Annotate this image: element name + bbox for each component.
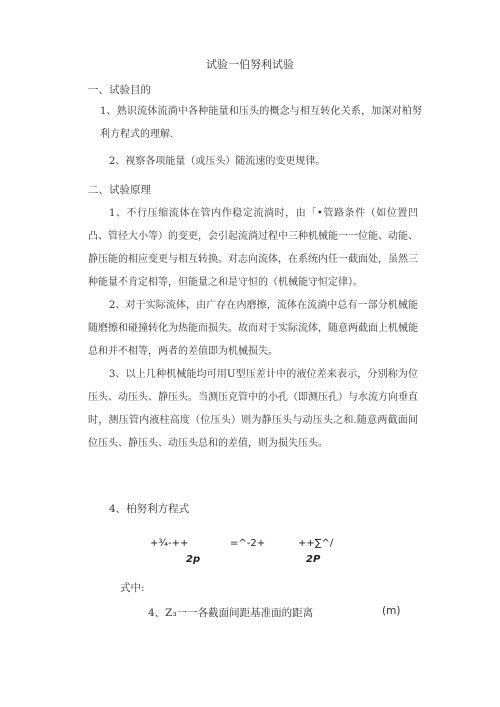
section-heading-principle: 二、试验原理 [88, 184, 151, 196]
equation-term-2: =^-2+ [230, 538, 266, 549]
equation-denominator-1: 2p [186, 554, 201, 565]
definition-z: 4、Z₃一一各截面间距基准面的距离 [148, 607, 314, 619]
principle-paragraph-3: 3、以上几种机械能均可用U型压差计中的液位差来表示，分别称为位压头、动压头、静压头。当测压克管中的小孔（即测压孔）与水流方向垂直时，测压管内液柱高度（位压头）则为静压头与动压头之和.随意两截面间位压头、静压头、动压头总和的差值，则为损失压头。 [88, 369, 418, 449]
equation-term-3: ++∑^∕ [298, 538, 334, 549]
principle-paragraph-1: 1、不行压缩流体在管内作稳定流淌时，由「•管路条件（如位置凹凸、管径大小等）的变更，会引起流淌过程中三种机械能一一位能、动能、静压能的相应变更与相互转换。对志向流体，在系统内任一截面处，虽然三种能量不肯定相等，但能量之和是守恒的（机械能守恒定律）。 [88, 208, 418, 288]
bernoulli-equation-heading: 4、柏努利方程式 [109, 503, 190, 515]
definition-z-unit: (m) [382, 605, 401, 617]
document-title: 试验一伯努利试验 [206, 58, 294, 71]
equation-denominator-2: 2P [306, 554, 321, 565]
equation-term-1: +¾-++ [150, 538, 189, 549]
where-label: 式中: [120, 582, 145, 594]
section-heading-objective: 一、试验目的 [88, 84, 151, 96]
principle-paragraph-2: 2、对于实际流体，由广存在内磨擦，流体在流淌中总有一部分机械能随磨擦和碰撞转化为热能而损失。故而对于实际流体，随意两截面上机械能总和并不相等，两者的差值即为机械损失。 [88, 300, 418, 357]
objective-item-1 [100, 100, 422, 146]
objective-item-1-text: 1、熟识流体流淌中各种能量和压头的概念与相互转化关系，加深对柏努利方程式的理解. [100, 106, 422, 140]
objective-item-2: 2、视察各项能量（或压头）随流速的变更规律。 [109, 156, 326, 167]
